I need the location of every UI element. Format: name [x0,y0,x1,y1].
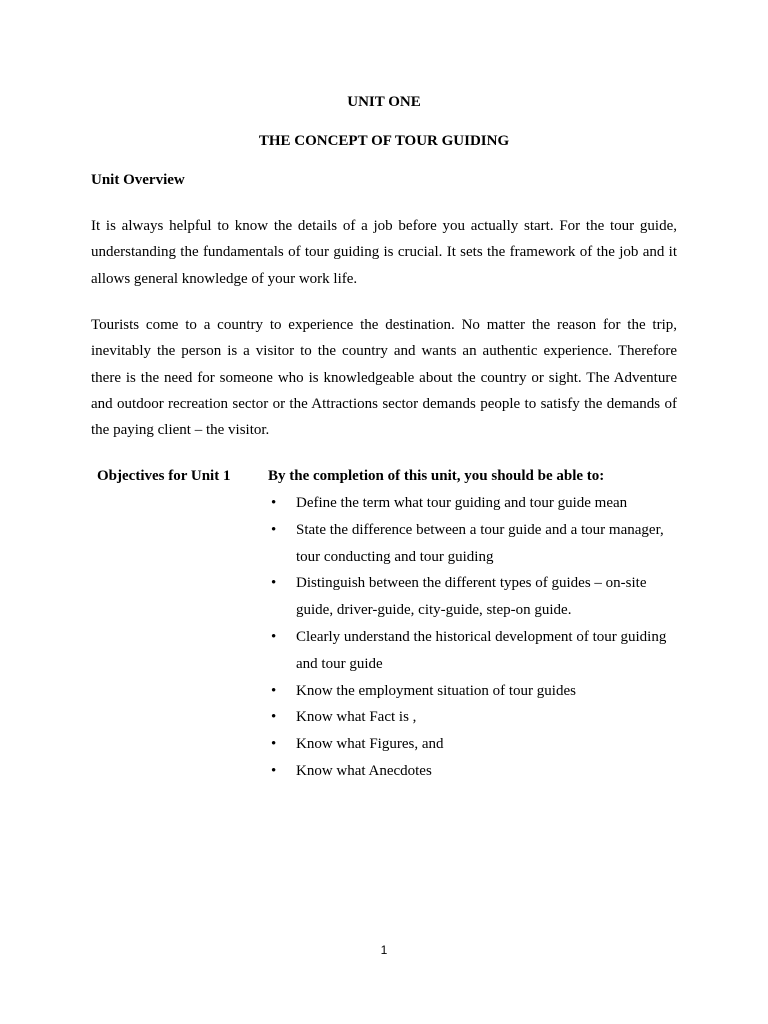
objective-item: • Distinguish between the different types of guides – on-site guide, driver-guide, city-guide, step-on guide. [268,570,678,624]
objective-item: • Know the employment situation of tour guides [268,678,678,705]
objective-item: • Know what Figures, and [268,731,678,758]
overview-paragraph-2: Tourists come to a country to experience the destination. No matter the reason for the trip, inevitably the person is a visitor to the country and wants an authentic experience. Therefore there is the need for someone who is knowledgeable about the country or sight. The Adventure and outdoor recreation sector or the Attractions sector demands people to satisfy the demands of the paying client – the visitor. [91,317,677,439]
objective-item: • Clearly understand the historical development of tour guiding and tour guide [268,624,678,678]
objectives-intro: By the completion of this unit, you should be able to: [268,468,605,484]
objective-item: • Know what Fact is , [268,704,678,731]
objectives-label: Objectives for Unit 1 [97,468,231,484]
unit-title: UNIT ONE [347,94,421,110]
chapter-title: THE CONCEPT OF TOUR GUIDING [258,133,510,149]
page-number: 1 [380,943,388,957]
objective-item: • Define the term what tour guiding and tour guide mean [268,490,678,517]
overview-paragraph-1: It is always helpful to know the details of a job before you actually start. For the tour guide, understanding the fundamentals of tour guiding is crucial. It sets the framework of the job and it allows general knowledge of your work life. [91,218,677,287]
unit-overview-heading: Unit Overview [91,172,185,188]
objective-item: • State the difference between a tour guide and a tour manager, tour conducting and tour guiding [268,517,678,571]
objectives-list [268,490,678,785]
objective-item: • Know what Anecdotes [268,758,678,785]
